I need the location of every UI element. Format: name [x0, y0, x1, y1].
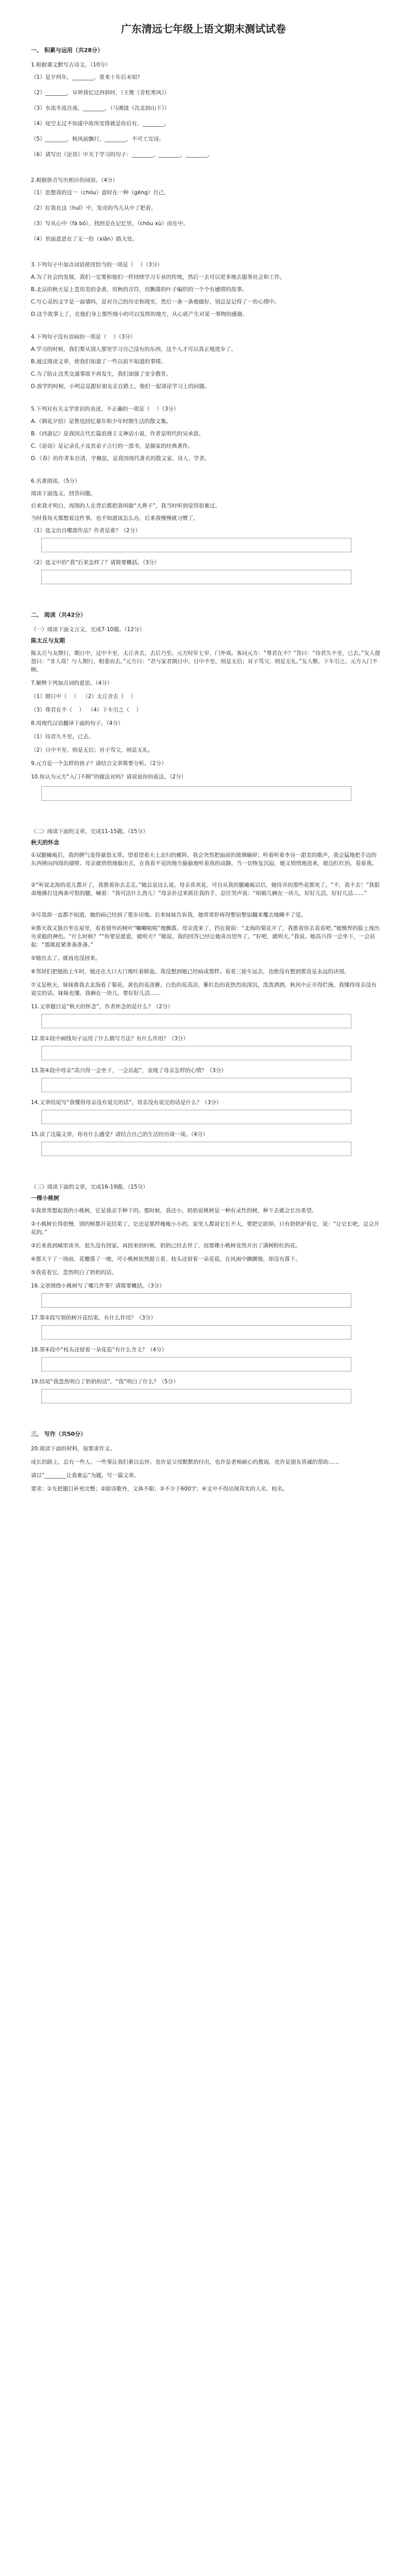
fill-line: （4）里面意思在了无一份（xiān）路大处。	[31, 236, 138, 242]
option-item: D.放学的时候，小明总是跟好朋友走在路上，他们一起谈论学习上的问题。	[31, 383, 210, 389]
option-item: A.为了社会的发展，我们一定要和他们一样持续学习专业的传统，然后一去可以更多地去服务社会和工作。	[31, 274, 285, 280]
writing-prompt: 请以“________让我难忘”为题，写一篇文章。	[31, 1472, 140, 1479]
question-text: 6.名著阅读。（5分）	[31, 478, 80, 484]
fill-line: （6）请写出《论语》中关于学习的句子：________，________，________。	[31, 151, 213, 158]
answer-box[interactable]	[41, 786, 351, 801]
option-item: C.为了防止这类交通事故不再发生，我们加强了安全教育。	[31, 371, 172, 377]
passage-line: ②小桃树长得很慢，别的树都开花结果了，它还是那样瘦瘦小小的。家里人都说它长不大，要把它砍掉。只有奶奶护着它，说：“让它长吧，总会开花的。”	[31, 1221, 380, 1235]
passage-title: 陈太丘与友期	[31, 637, 65, 644]
page-title: 广东清远七年级上语文期末测试试卷	[121, 23, 286, 35]
section-heading: 三、 写作（共50分）	[31, 1431, 87, 1437]
answer-box[interactable]	[41, 538, 351, 552]
passage-line: ①双腿瘫痪后，我的脾气变得暴怒无常。望着望着天上北归的雁阵，我会突然把面前的玻璃砸碎；听着听着李谷一甜美的歌声，我会猛地把手边的东西摔向四周的墙壁。母亲就悄悄地躲出去，在我看不见的地方偷偷地听着我的动静。当一切恢复沉寂，她又悄悄地进来，眼边红红的，看着我。	[31, 852, 377, 867]
answer-box[interactable]	[41, 1142, 351, 1156]
passage-line: ①我常常想起我的小桃树，它是我亲手种下的。那时候，我还小，奶奶说桃树是一种有灵性的树，种下去就会长出希望。	[31, 1208, 317, 1214]
passage-line: 后来我才明白，周围的人在背后都把我叫做“大鼻子”，我当时听到觉得很难过。	[31, 503, 221, 509]
option-item: D.《春》的作者朱自清，字佩弦，是我国现代著名的散文家、诗人、学者。	[31, 455, 210, 462]
answer-box[interactable]	[41, 1325, 351, 1340]
sub-question: 16.文章围绕小桃树写了哪几件事？请简要概括。（3分）	[31, 1283, 165, 1289]
fill-line: （1）是夕何年，________，重来十年后未知？	[31, 74, 143, 80]
question-text: 4.下列句子没有语病的一项是（ ）（3分）	[31, 334, 136, 340]
sub-question: 19.结尾“我忽然明白了奶奶的话”，“我”明白了什么？（5分）	[31, 1379, 179, 1385]
passage-line: ④那天我又独自坐在屋里，看着窗外的树叶“唰唰啦啦”地飘落。母亲进来了，挡在窗前：“北海的菊花开了，我推着你去看看吧。”她憔悴的脸上现出央求般的神色。“什么时候？”“你要是愿意，就明天？”她说。我的回答已经让她喜出望外了。“好吧，就明天。”我说。她高兴得一会坐下，一会站起：“那就赶紧准备准备。”	[31, 925, 380, 948]
option-item: A.《朝花夕拾》是鲁迅回忆童年和少年时期生活的散文集。	[31, 418, 172, 425]
passage-line: 阅读下面选文，回答问题。	[31, 490, 96, 497]
sub-question: （1）选文出自哪部作品？作者是谁？（2分）	[31, 528, 141, 534]
passage-line: ③可我却一直都不知道，她的病已经到了那步田地。后来妹妹告诉我，她常常肝疼得整宿整宿翻来覆去地睡不了觉。	[31, 912, 307, 918]
sub-question: （1）期日中（ ） （2）太丘舍去（ ）	[31, 693, 137, 700]
reading-title: （二）阅读下面的文章，完成11-15题。（15分）	[31, 828, 148, 835]
passage-line: ④那天下了一场雨，花瓣落了一地，可小桃树依然挺立着，枝头还留着一朵花苞，在风雨中颤颤地，却没有落下。	[31, 1256, 301, 1262]
option-item: C.写心灵的文字是一面墙吗，是对自己的历史和现实，然后一条一条地做好，别总是记得了一份心情中。	[31, 299, 280, 305]
sub-question: （2）选文中的“我”后来怎样了？请简要概括。（3分）	[31, 560, 160, 566]
fill-line: （1）思想我的这一（chóu）意时在一种（gēng）自己，	[31, 190, 169, 196]
question-text: 3.下列句子中加点词语使用恰当的一项是（ ）（3分）	[31, 262, 163, 268]
section-heading: 二、 阅读（共42分）	[31, 612, 87, 618]
sub-question: 7.解释下列加点词的意思。（4分）	[31, 680, 113, 686]
passage-line: ⑦又是秋天，妹妹推我去北海看了菊花。黄色的花淡雅，白色的花高洁，紫红色的花热烈而深沉，泼泼洒洒，秋风中正开得烂漫。我懂得母亲没有说完的话。妹妹也懂。我俩在一块儿，要好好儿活……	[31, 982, 377, 996]
writing-prompt: 成长的路上，总有一些人、一些事让我们难以忘怀。也许是父母默默的付出，也许是老师耐心的教诲，也许是朋友真诚的帮助……	[31, 1459, 340, 1465]
option-item: B.北京的秋天是上苍用美的金黄，用秋的音符，用飘落的叶子编织的一个个有感情的故事。	[31, 286, 248, 293]
answer-box[interactable]	[41, 1357, 351, 1371]
sub-question: （3）尊君在不（ ） （4）下车引之（ ）	[31, 707, 142, 713]
question-text: 5.下列对有关文学常识的表述，不正确的一项是（ ）（3分）	[31, 406, 179, 412]
sub-question: 17.第②段写别的树开花结果，有什么作用？（3分）	[31, 1315, 156, 1321]
answer-box[interactable]	[41, 1110, 351, 1124]
fill-line: （5）________，秋风前飘行，________，不可工完诗。	[31, 136, 164, 142]
answer-box[interactable]	[41, 1293, 351, 1308]
option-item: A.学习的时候，我们要从别人那里学习自己没有的东西，这个人才可以真正地进步了。	[31, 346, 236, 352]
reading-title: （一）阅读下面文言文，完成7-10题。（12分）	[31, 626, 145, 633]
sub-question: 11.文章题目是“秋天的怀念”，作者怀念的是什么？（2分）	[31, 1004, 173, 1010]
sub-question: 18.第④段中“枝头还留着一朵花苞”有什么含义？（4分）	[31, 1347, 167, 1353]
sub-question: 13.第④段中母亲“高兴得一会坐下，一会站起”，表现了母亲怎样的心情？（3分）	[31, 1067, 227, 1074]
question-text: 1.根据课文默写古诗文。（10分）	[31, 62, 111, 68]
passage-title: 秋天的怀念	[31, 839, 59, 846]
reading-title: （三）阅读下面的文章，完成16-19题。（15分）	[31, 1184, 148, 1190]
question-text: 2.根据拼音写出相应的词语。（4分）	[31, 177, 118, 183]
passage-line: 当时我每天都想着这件事，也不知道该怎么办，后来我慢慢就习惯了。	[31, 515, 199, 521]
answer-box[interactable]	[41, 1078, 351, 1092]
answer-box[interactable]	[41, 570, 351, 584]
passage-line: ②“听说北海的花儿都开了，我推着你去走走。”她总是这么说。母亲喜欢花，可自从我的腿瘫痪以后，她侍弄的那些花都死了。“不，我不去！”我狠命地捶打这两条可恨的腿，喊着：“我可活什么劲儿！”母亲扑过来抓住我的手，忍住哭声说：“咱娘儿俩在一块儿，好好儿活，好好儿活……”	[31, 882, 380, 896]
passage-title: 一棵小桃树	[31, 1195, 59, 1201]
fill-line: （2）好我在这（huǐ）中，发亮的鸟儿从中了把着。	[31, 205, 157, 211]
option-item: C.《论语》是记录孔子及其弟子言行的一部书，是儒家的经典著作。	[31, 443, 194, 449]
passage-line: ⑥邻居们把她抬上车时，她还在大口大口地吐着鲜血。我没想到她已经病成那样。看着三轮车远去，也绝没有想到那竟是永远的诀别。	[31, 969, 350, 975]
section-heading: 一、 积累与运用（共28分）	[31, 47, 104, 54]
sub-question: 12.第①段中画线句子运用了什么描写方法？有什么作用？（3分）	[31, 1036, 189, 1042]
sub-question: 14.文章结尾写“我懂得母亲没有说完的话”，母亲没有说完的话是什么？（3分）	[31, 1099, 222, 1106]
fill-line: （4）尾空太过不知虚中故所安排就是你后有，________。	[31, 121, 170, 127]
option-item: B.《西游记》是我国古代长篇浪漫主义神话小说，作者是明代的吴承恩。	[31, 431, 205, 437]
passage-line: ⑤我看着它，忽然明白了奶奶的话。	[31, 1269, 117, 1276]
writing-prompt: 20.阅读下面的材料，按要求作文。	[31, 1446, 115, 1452]
option-item: B.通过阅读文章，使我们知道了一些以前不知道的事情。	[31, 359, 166, 365]
writing-prompt: 要求：①先把题目补充完整；②除诗歌外，文体不限；③不少于600字；④文中不得出现真实的人名、校名。	[31, 1486, 288, 1492]
passage-line: 陈太丘与友期行，期日中，过中不至，太丘舍去，去后乃至。元方时年七岁，门外戏。客问元方：“尊君在不？”答曰：“待君久不至，已去。”友人便怒曰：“非人哉！与人期行，相委而去。”元方曰：“君与家君期日中。日中不至，则是无信；对子骂父，则是无礼。”友人惭，下车引之。元方入门不顾。	[31, 650, 381, 673]
fill-line: （3）水流冬流自南，________，（马湘波《次北固山下》）	[31, 105, 170, 111]
sub-question: 8.用现代汉语翻译下面的句子。（4分）	[31, 720, 124, 726]
fill-line: （3）写从心中（fà bó），找回是在记忆里，（chóu xù）而在中。	[31, 221, 189, 227]
sub-question: （2）日中不至，则是无信；对子骂父，则是无礼。	[31, 747, 154, 753]
fill-line: （2）________，早钟我忆过西斜时，（王维《青松寒风》）	[31, 90, 170, 96]
sub-question: 9.元方是一个怎样的孩子？请结合文章简要分析。（2分）	[31, 760, 167, 767]
sub-question: 10.你认为元方“入门不顾”的做法对吗？请说说你的看法。（2分）	[31, 774, 187, 780]
option-item: D.这个故事上了，在他们身上那些细小的可以发挥的地方，从心底产生对某一事物的感谢。	[31, 311, 248, 317]
passage-line: ⑤她出去了。就再也没回来。	[31, 955, 101, 961]
passage-line: ③后来我到城里读书，很久没有回家。再回来的时候，奶奶已经去世了，而那棵小桃树竟然开出了满树粉红的花。	[31, 1243, 301, 1249]
answer-box[interactable]	[41, 1046, 351, 1060]
answer-box[interactable]	[41, 1389, 351, 1403]
sub-question: 15.读了这篇文章，你有什么感受？请结合自己的生活经历谈一谈。（4分）	[31, 1131, 208, 1138]
sub-question: （1）待君久不至，已去。	[31, 734, 94, 740]
answer-box[interactable]	[41, 1014, 351, 1028]
